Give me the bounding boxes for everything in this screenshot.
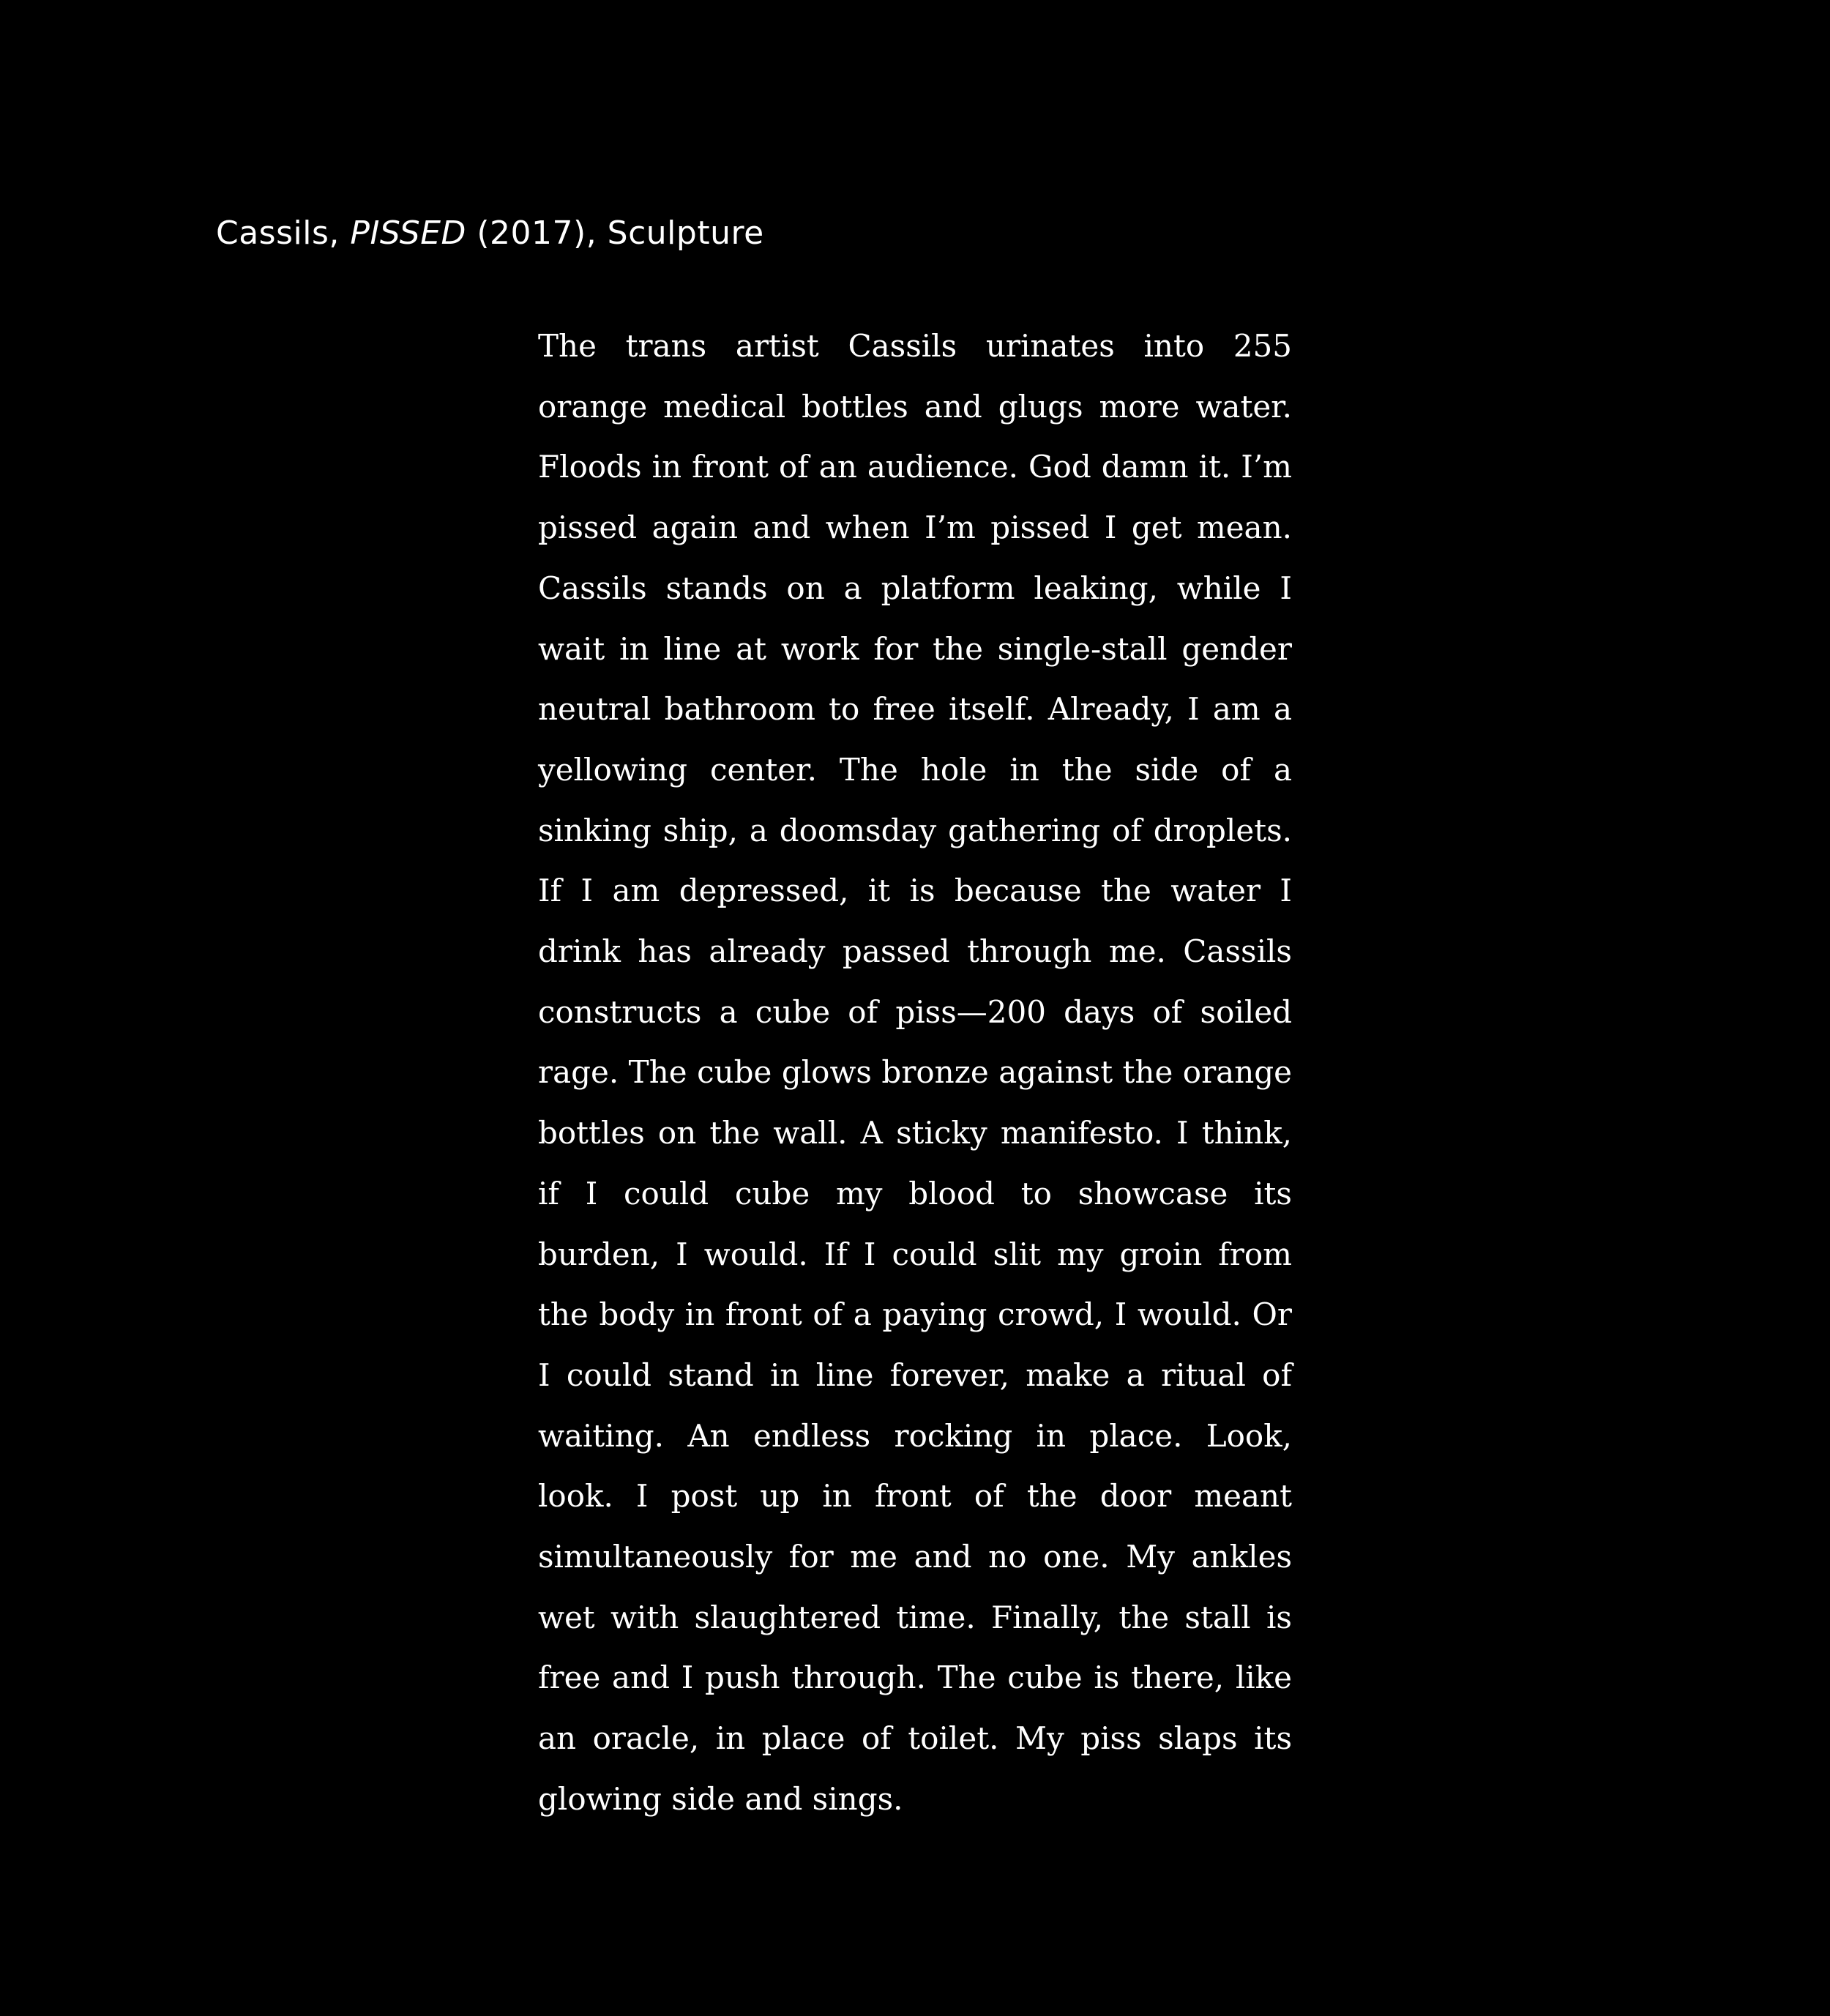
artwork-caption xyxy=(216,214,764,252)
caption-artist: Cassils, xyxy=(216,214,340,252)
caption-work-title: PISSED xyxy=(350,214,466,252)
caption-details: (2017), Sculpture xyxy=(477,214,764,252)
prose-paragraph: The trans artist Cassils urinates into 255 orange medical bottles and glugs more water. Floods in front of an audience. God damn it. I’m pissed again and when I’m pissed I get mean. Cassils stands on a platform leaking, while I wait in line at work for the single-stall gender neutral bathroom to free itself. Already, I am a yellowing center. The hole in the side of a sinking ship, a doomsday gathering of droplets. If I am depressed, it is because the water I drink has already passed through me. Cassils constructs a cube of piss—200 days of soiled rage. The cube glows bronze against the orange bottles on the wall. A sticky manifesto. I think, if I could cube my blood to showcase its burden, I would. If I could slit my groin from the body in front of a paying crowd, I would. Or I could stand in line forever, make a ritual of waiting. An endless rocking in place. Look, look. I post up in front of the door meant simultaneously for me and no one. My ankles wet with slaughtered time. Finally, the stall is free and I push through. The cube is there, like an oracle, in place of toilet. My piss slaps its glowing side and sings. xyxy=(538,328,1292,1817)
